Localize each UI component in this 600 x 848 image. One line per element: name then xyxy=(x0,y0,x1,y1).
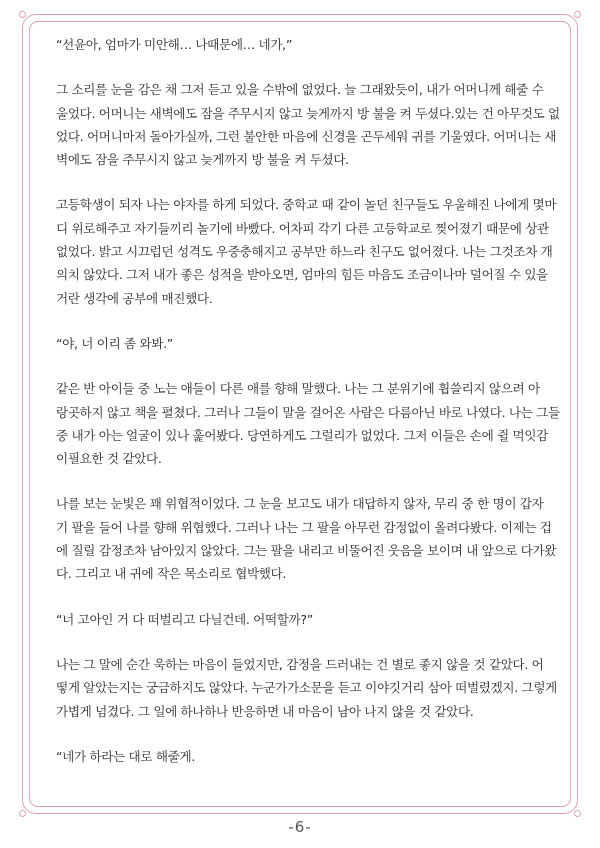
corner-ornament-bottom-right xyxy=(574,810,581,817)
dialogue-come-here xyxy=(56,332,556,355)
text-line: 나를 보는 눈빛은 꽤 위협적이었다. 그 눈을 보고도 내가 대답하지 않자, 무리 중 한 명이 갑자 xyxy=(56,496,544,512)
text-line: 없었다. 밝고 시끄럽던 성격도 우중충해지고 공부만 하느라 친구도 없어졌다. 나는 그것조차 개 xyxy=(56,244,553,260)
text-line: 었다. 어머니마저 돌아가실까, 그런 불안한 마음에 신경을 곤두세워 귀를 기울였다. 어머니는 새 xyxy=(56,128,557,144)
text-line: “선윤아, 엄마가 미안해… 나때문에… 네가,” xyxy=(56,37,292,52)
text-line: “네가 하라는 대로 해줄게. xyxy=(56,748,195,764)
text-line: “너 고아인 거 다 떠벌리고 다닐건데. 어떡할까?” xyxy=(56,611,313,627)
text-line: 같은 반 아이들 중 노는 애들이 다른 애를 향해 말했다. 나는 그 분위기에 휩쓸리지 않으려 아 xyxy=(56,381,540,397)
paragraph-high-school xyxy=(56,193,556,309)
text-line: 울었다. 어머니는 새벽에도 잠을 주무시지 않고 늦게까지 방 불을 켜 두셨다.있는 건 아무것도 없 xyxy=(56,105,560,121)
corner-ornament-top-right xyxy=(574,11,581,18)
paragraph-reaction xyxy=(56,653,556,723)
text-line: 랑곳하지 않고 책을 펼쳤다. 그러나 그들이 말을 걸어온 사람은 다름아닌 바로 나였다. 나는 그들 xyxy=(56,404,560,420)
paragraph-threat xyxy=(56,492,556,585)
corner-ornament-top-left xyxy=(19,11,26,18)
text-line: 가볍게 넘겼다. 그 일에 하나하나 반응하면 내 마음이 남아 나지 않을 것 같았다. xyxy=(56,703,474,719)
story-text xyxy=(56,33,560,768)
dialogue-orphan-threat xyxy=(56,608,556,631)
paragraph-listening xyxy=(56,78,560,171)
text-line: 에 질릴 감정조차 남아있지 않았다. 그는 팔을 내리고 비뚤어진 웃음을 보이며 내 앞으로 다가왔 xyxy=(56,543,557,559)
text-line: 이필요한 것 같았다. xyxy=(56,451,162,467)
text-line: 기 팔을 들어 나를 향해 위협했다. 그러나 나는 그 팔을 아무런 감정없이 올려다봤다. 이제는 겁 xyxy=(56,519,552,535)
text-line: 중 내가 아는 얼굴이 있나 훑어봤다. 당연하게도 그럴리가 없었다. 그저 이들은 손에 쥘 먹잇감 xyxy=(56,427,548,443)
paragraph-classmates xyxy=(56,377,560,470)
text-line: 그 소리를 눈을 감은 채 그저 듣고 있을 수밖에 없었다. 늘 그래왔듯이, 내가 어머니께 해줄 수 xyxy=(56,82,544,98)
dialogue-mother-apology xyxy=(56,33,556,56)
text-line: 의치 않았다. 그저 내가 좋은 성적을 받아오면, 엄마의 힘든 마음도 조금이나마 덜어질 수 있을 xyxy=(56,267,548,283)
dialogue-compliance xyxy=(56,745,556,768)
page-number: -6- xyxy=(288,818,312,836)
text-line: 나는 그 말에 순간 욱하는 마음이 들었지만, 감정을 드러내는 건 별로 좋지 않을 것 같았다. 어 xyxy=(56,656,544,672)
text-line: 거란 생각에 공부에 매진했다. xyxy=(56,290,213,306)
text-line: 벽에도 잠을 주무시지 않고 늦게까지 방 불을 켜 두셨다. xyxy=(56,152,349,168)
text-line: 디 위로해주고 자기들끼리 놀기에 바빴다. 어차피 각기 다른 고등학교로 찢어졌기 때문에 상관 xyxy=(56,220,549,236)
corner-ornament-bottom-left xyxy=(19,810,26,817)
text-line: 떻게 알았는지는 궁금하지도 않았다. 누군가가소문을 듣고 이야깃거리 삼아 떠벌렸겠지. 그렇게 xyxy=(56,680,557,696)
text-line: “야, 너 이리 좀 와봐.” xyxy=(56,335,173,351)
text-line: 고등학생이 되자 나는 야자를 하게 되었다. 중학교 때 같이 놀던 친구들도 우울해진 나에게 몇마 xyxy=(56,197,557,213)
text-line: 다. 그리고 내 귀에 작은 목소리로 협박했다. xyxy=(56,566,287,582)
